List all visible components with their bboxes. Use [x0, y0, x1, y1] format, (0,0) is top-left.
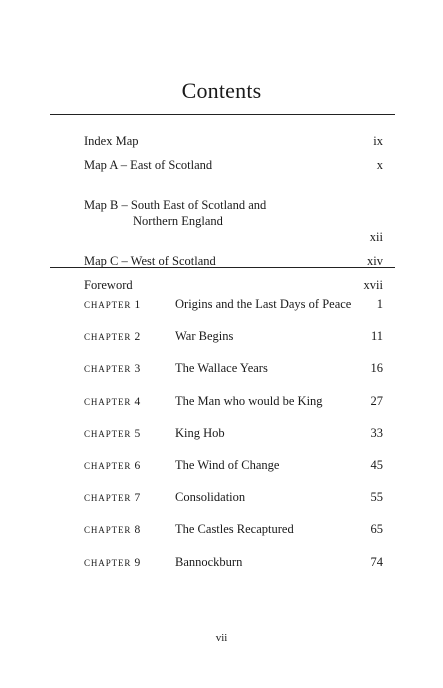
entry-page: xvii [363, 278, 383, 292]
chapter-title: Consolidation [175, 490, 246, 505]
page-number: vii [215, 632, 228, 644]
front-entry-map-b [84, 181, 383, 245]
chapter-entry-4 [84, 394, 383, 426]
chapter-page: 33 [370, 425, 383, 440]
chapter-title: Bannockburn [175, 554, 243, 569]
chapter-title: The Man who would be King [175, 393, 323, 408]
front-entry-map-a [84, 157, 383, 173]
chapter-page: 55 [370, 490, 383, 505]
chapter-title: The Wallace Years [175, 361, 268, 376]
front-entry-index-map [84, 133, 383, 149]
chapter-number: CHAPTER 7 [84, 492, 141, 505]
chapter-entry-1 [84, 297, 383, 329]
chapter-title: War Begins [175, 329, 234, 344]
chapter-entry-9 [84, 555, 383, 587]
chapter-entry-7 [84, 490, 383, 522]
chapter-entry-8 [84, 522, 383, 554]
chapter-page: 45 [370, 457, 383, 472]
chapter-page: 74 [370, 554, 383, 569]
entry-label-line1: Map B – South East of Scotland and [84, 198, 267, 212]
chapter-number: CHAPTER 8 [84, 524, 141, 537]
entry-label-line2: Northern England [133, 214, 223, 228]
entry-label: Map A – East of Scotland [84, 158, 213, 172]
chapter-title: Origins and the Last Days of Peace [175, 297, 352, 311]
chapter-number: CHAPTER 3 [84, 363, 141, 376]
entry-label: Foreword [84, 278, 133, 292]
chapter-entry-6 [84, 458, 383, 490]
chapter-entry-2 [84, 329, 383, 361]
section-rule [50, 267, 395, 268]
chapter-page: 65 [370, 522, 383, 537]
chapter-entry-3 [84, 361, 383, 393]
chapter-page: 27 [370, 393, 383, 408]
chapter-title: The Castles Recaptured [175, 522, 294, 537]
front-entry-foreword [84, 277, 383, 293]
chapter-number: CHAPTER 2 [84, 331, 141, 344]
entry-page: x [376, 158, 383, 172]
chapter-list [84, 297, 383, 587]
chapter-number: CHAPTER 9 [84, 556, 141, 569]
chapter-page: 16 [370, 361, 383, 376]
chapter-number: CHAPTER 6 [84, 459, 141, 472]
entry-page: xiv [367, 254, 383, 268]
chapter-number: CHAPTER 4 [84, 395, 141, 408]
page-title: Contents [181, 78, 262, 103]
entry-page: xii [369, 230, 383, 244]
chapter-title: The Wind of Change [175, 457, 280, 472]
chapter-page: 1 [376, 297, 383, 311]
entry-page: ix [373, 134, 383, 148]
chapter-number: CHAPTER 5 [84, 427, 141, 440]
chapter-entry-5 [84, 426, 383, 458]
entry-label: Map C – West of Scotland [84, 254, 216, 268]
front-matter-list [84, 133, 383, 293]
entry-label: Index Map [84, 134, 139, 148]
entry-label [84, 181, 266, 245]
top-rule [50, 114, 395, 115]
chapter-page: 11 [370, 329, 383, 344]
chapter-title: King Hob [175, 425, 225, 440]
chapter-number: CHAPTER 1 [84, 299, 141, 311]
